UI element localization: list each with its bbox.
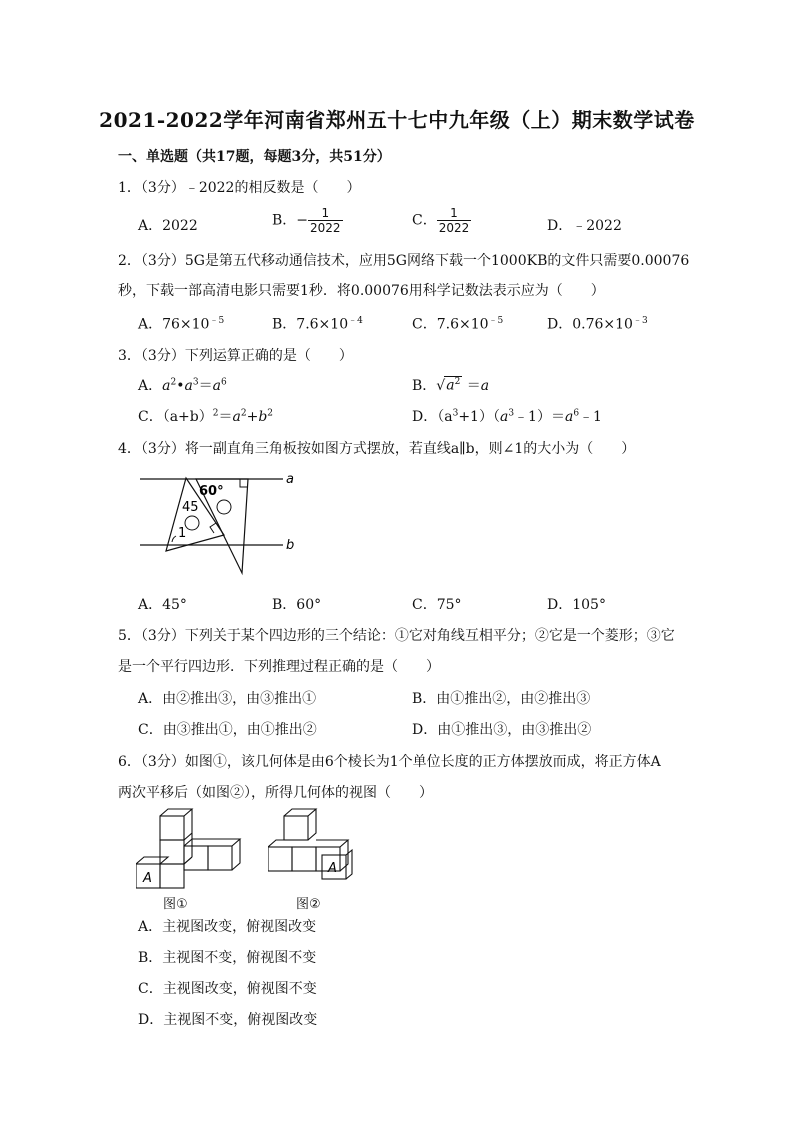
q6-figure-1 [136, 808, 248, 890]
q3-option-c: C．$(a+b)^2=a^2+b^2$ [138, 408, 274, 425]
q2-option-d: D．$0.76\times 10^{﹣3}$ [547, 316, 648, 333]
q1-option-a: A．2022 [138, 218, 198, 234]
right-angle-mark [240, 479, 248, 487]
cube-a-label: A [328, 861, 337, 876]
q5-option-a: A．由②推出③，由③推出① [138, 691, 317, 707]
section-heading: 一、单选题（共17题，每题3分，共51分） [118, 149, 391, 165]
q4-option-d: D．105° [547, 597, 606, 613]
right-angle-mark [210, 523, 216, 533]
label-angle-1: 1 [178, 526, 187, 541]
q2-line2: 秒，下载一部高清电影只需要1秒．将0.00076用科学记数法表示应为（ ） [118, 283, 605, 299]
q6-line2: 两次平移后（如图②），所得几何体的视图（ ） [118, 785, 433, 801]
q4-stem: 4．（3分）将一副直角三角板按如图方式摆放，若直线a∥b，则∠1的大小为（ ） [118, 441, 636, 457]
q3-option-a: A．$a^2•a^3=a^6$ [138, 377, 227, 394]
q5-option-c: C．由③推出①，由①推出② [138, 722, 317, 738]
label-a: a [286, 472, 294, 487]
q6-option-b: B．主视图不变，俯视图不变 [138, 950, 317, 966]
q6-option-d: D．主视图不变，俯视图改变 [138, 1012, 318, 1028]
cube-a-label: A [143, 871, 152, 886]
q2-option-a: A．$76\times 10^{﹣5}$ [138, 316, 225, 333]
label-b: b [286, 538, 295, 553]
q5-line1: 5．（3分）下列关于某个四边形的三个结论：①它对角线互相平分；②它是一个菱形；③它 [118, 628, 675, 644]
angle-1-arc [172, 536, 176, 542]
q1-option-d: D．﹣2022 [547, 218, 622, 234]
q4-option-a: A．45° [138, 597, 187, 613]
q2-line1: 2．（3分）5G是第五代移动通信技术，应用5G网络下载一个1000KB的文件只需要0.00076 [118, 253, 690, 269]
q1-option-c: C． $\frac{1}{2022}$ [412, 206, 470, 235]
q4-option-c: C．75° [412, 597, 462, 613]
triangle-hole [185, 516, 199, 530]
q1-stem: 1．（3分）﹣2022的相反数是（ ） [118, 180, 361, 196]
q6-option-a: A．主视图改变，俯视图改变 [138, 919, 317, 935]
page-title: 2021-2022学年河南省郑州五十七中九年级（上）期末数学试卷 [99, 108, 695, 132]
q2-option-c: C．$7.6\times 10^{﹣5}$ [412, 316, 504, 333]
q3-option-d: D．$(a^3+1)(a^3﹣1)=a^6﹣1$ [412, 408, 602, 425]
fig1-label: 图① [163, 897, 188, 912]
q6-line1: 6．（3分）如图①，该几何体是由6个棱长为1个单位长度的正方体摆放而成，将正方体A [118, 754, 661, 770]
q3-option-b: B．$√a^2 =a$ [412, 377, 490, 394]
q5-option-d: D．由①推出③，由③推出② [412, 722, 592, 738]
label-60: 60° [199, 484, 224, 499]
triangle-hole [217, 500, 231, 514]
q4-figure [138, 465, 303, 577]
fig2-label: 图② [296, 897, 321, 912]
q1-option-b: B．− $\frac{1}{2022}$ [272, 206, 341, 235]
q3-stem: 3．（3分）下列运算正确的是（ ） [118, 348, 353, 364]
q6-figure-2 [268, 808, 368, 890]
q5-line2: 是一个平行四边形．下列推理过程正确的是（ ） [118, 659, 440, 675]
q6-option-c: C．主视图改变，俯视图不变 [138, 981, 317, 997]
q5-option-b: B．由①推出②，由②推出③ [412, 691, 591, 707]
fraction: $\frac{1}{2022}$ [438, 206, 470, 235]
fraction: $\frac{1}{2022}$ [310, 206, 341, 235]
q2-option-b: B．$7.6\times 10^{﹣4}$ [272, 316, 363, 333]
q4-option-b: B．60° [272, 597, 322, 613]
label-45: 45 [182, 500, 199, 515]
